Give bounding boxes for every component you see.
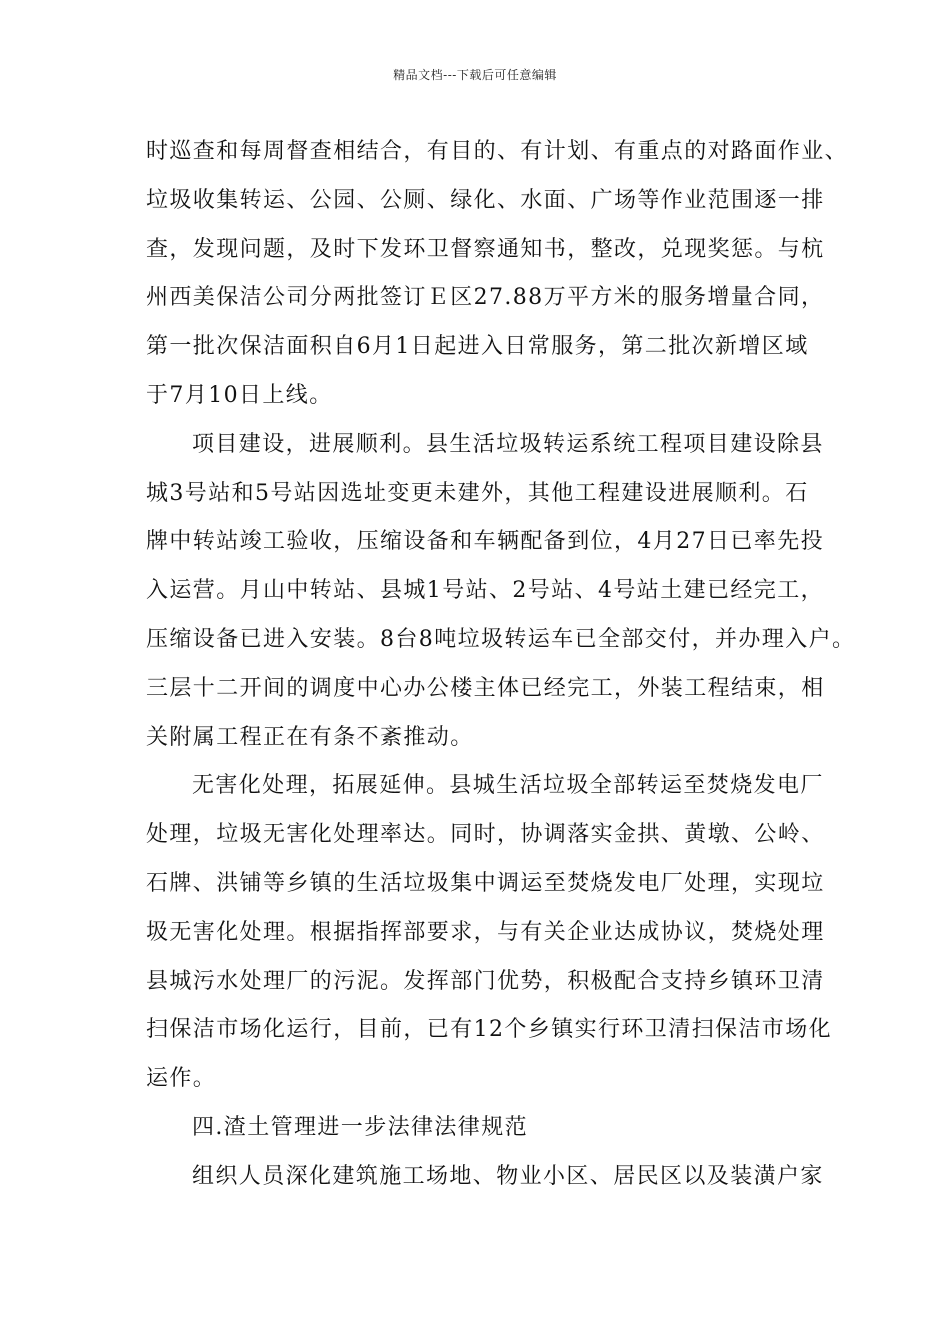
section-heading-muck-management	[146, 1104, 810, 1153]
text-line: 压缩设备已进入安装。8台8吨垃圾转运车已全部交付，并办理入户。	[146, 626, 856, 652]
text-line: 城3号站和5号站因选址变更未建外，其他工程建设进展顺利。石	[146, 480, 809, 506]
text-line: 项目建设，进展顺利。县生活垃圾转运系统工程项目建设除县	[192, 431, 824, 457]
paragraph-harmless-treatment	[146, 762, 832, 1104]
text-line: 于7月10日上线。	[146, 382, 333, 408]
text-line: 入运营。月山中转站、县城1号站、2号站、4号站土建已经完工，	[146, 578, 824, 604]
paragraph-sanitation-inspection	[146, 128, 849, 421]
paragraph-project-construction	[146, 421, 856, 763]
text-line: 运作。	[146, 1066, 217, 1092]
text-line: 无害化处理，拓展延伸。县城生活垃圾全部转运至焚烧发电厂	[192, 773, 824, 799]
text-line: 县城污水处理厂的污泥。发挥部门优势，积极配合支持乡镇环卫清	[146, 968, 825, 994]
text-line: 州西美保洁公司分两批签订Ｅ区27.88万平方米的服务增量合同，	[146, 285, 825, 311]
text-line: 关附属工程正在有条不紊推动。	[146, 724, 474, 750]
text-line: 石牌、洪铺等乡镇的生活垃圾集中调运至焚烧发电厂处理，实现垃	[146, 870, 825, 896]
text-line: 圾无害化处理。根据指挥部要求，与有关企业达成协议，焚烧处理	[146, 919, 825, 945]
text-line: 处理，垃圾无害化处理率达。同时，协调落实金拱、黄墩、公岭、	[146, 822, 825, 848]
text-line: 垃圾收集转运、公园、公厕、绿化、水面、广场等作业范围逐一排	[146, 187, 825, 213]
text-line: 四.渣土管理进一步法律法律规范	[192, 1114, 528, 1140]
text-line: 查，发现问题，及时下发环卫督察通知书，整改，兑现奖惩。与杭	[146, 236, 825, 262]
page-header: 精品文档---下载后可任意编辑	[393, 68, 557, 82]
text-line: 第一批次保洁面积自6月1日起进入日常服务，第二批次新增区域	[146, 334, 809, 360]
text-line: 时巡查和每周督查相结合，有目的、有计划、有重点的对路面作业、	[146, 139, 849, 164]
paragraph-organize-personnel	[146, 1153, 824, 1202]
text-line: 组织人员深化建筑施工场地、物业小区、居民区以及装潢户家	[192, 1163, 824, 1189]
text-line: 三层十二开间的调度中心办公楼主体已经完工，外装工程结束，相	[146, 675, 825, 701]
text-line: 牌中转站竣工验收，压缩设备和车辆配备到位，4月27日已率先投	[146, 529, 824, 555]
document-body	[146, 128, 856, 1202]
text-line: 扫保洁市场化运行，目前，已有12个乡镇实行环卫清扫保洁市场化	[146, 1017, 832, 1043]
